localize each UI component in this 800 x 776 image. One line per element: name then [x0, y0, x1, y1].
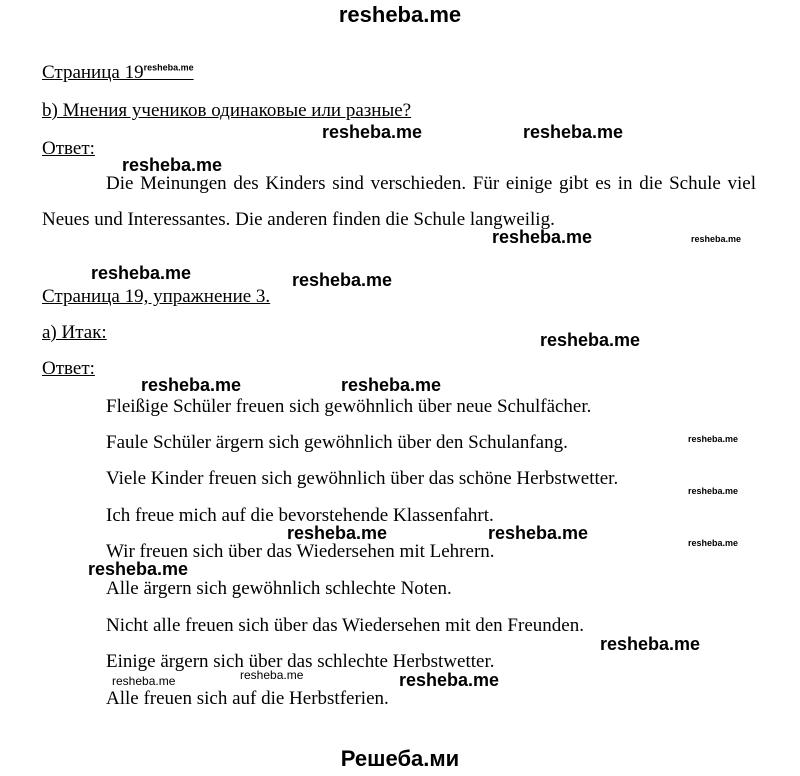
- watermark: resheba.me: [523, 122, 624, 142]
- answer-paragraph: Die Meinungen des Kinders sind verschieden. Für einige gibt es in die Schule viel Neues und Interessantes. Die anderen finden die Schule langweilig.: [42, 173, 756, 230]
- answer-label: Ответ:: [42, 138, 95, 159]
- answer-label-2: Ответ:: [42, 358, 95, 379]
- watermark: resheba.me: [688, 486, 739, 496]
- watermark: resheba.me: [240, 668, 304, 682]
- question-heading: b) Мнения учеников одинаковые или разные?: [42, 100, 412, 121]
- watermark: resheba.me: [540, 330, 641, 350]
- answer-line: Ich freue mich auf die bevorstehende Klassenfahrt.: [106, 505, 494, 526]
- watermark: resheba.me: [88, 559, 189, 579]
- watermark: resheba.me: [91, 263, 192, 283]
- site-brand-footer: Решеба.ми: [340, 746, 460, 771]
- watermark: resheba.me: [688, 538, 739, 548]
- watermark: resheba.me: [399, 670, 500, 690]
- watermark: resheba.me: [287, 523, 388, 543]
- watermark: resheba.me: [141, 375, 242, 395]
- watermark: resheba.me: [691, 234, 742, 244]
- answer-line: Fleißige Schüler freuen sich gewöhnlich über neue Schulfächer.: [106, 396, 592, 417]
- watermark: resheba.me: [292, 270, 393, 290]
- page-label-watermark: resheba.me: [143, 62, 194, 73]
- watermark: resheba.me: [488, 523, 589, 543]
- watermark: resheba.me: [688, 434, 739, 444]
- answer-line: Viele Kinder freuen sich gewöhnlich über das schöne Herbstwetter.: [106, 468, 619, 489]
- answer-line: Nicht alle freuen sich über das Wiedersehen mit den Freunden.: [106, 615, 584, 636]
- site-brand-header: resheba.me: [338, 2, 462, 27]
- watermark: resheba.me: [492, 227, 593, 247]
- page-label: [42, 62, 194, 84]
- watermark: resheba.me: [322, 122, 423, 142]
- answer-line: Alle ärgern sich gewöhnlich schlechte Noten.: [106, 578, 452, 599]
- watermark: resheba.me: [341, 375, 442, 395]
- answer-line: Faule Schüler ärgern sich gewöhnlich über den Schulanfang.: [106, 432, 568, 453]
- exercise-heading: Страница 19, упражнение 3.: [42, 286, 271, 307]
- answer-line: Einige ärgern sich über das schlechte Herbstwetter.: [106, 651, 495, 672]
- watermark: resheba.me: [122, 155, 223, 175]
- answer-line: Wir freuen sich über das Wiedersehen mit Lehrern.: [106, 541, 495, 562]
- watermark: resheba.me: [600, 634, 701, 654]
- answer-line: Alle freuen sich auf die Herbstferien.: [106, 688, 389, 709]
- page-label-text: Страница 19: [42, 62, 144, 83]
- task-heading: a) Итак:: [42, 322, 107, 343]
- watermark: resheba.me: [112, 674, 176, 688]
